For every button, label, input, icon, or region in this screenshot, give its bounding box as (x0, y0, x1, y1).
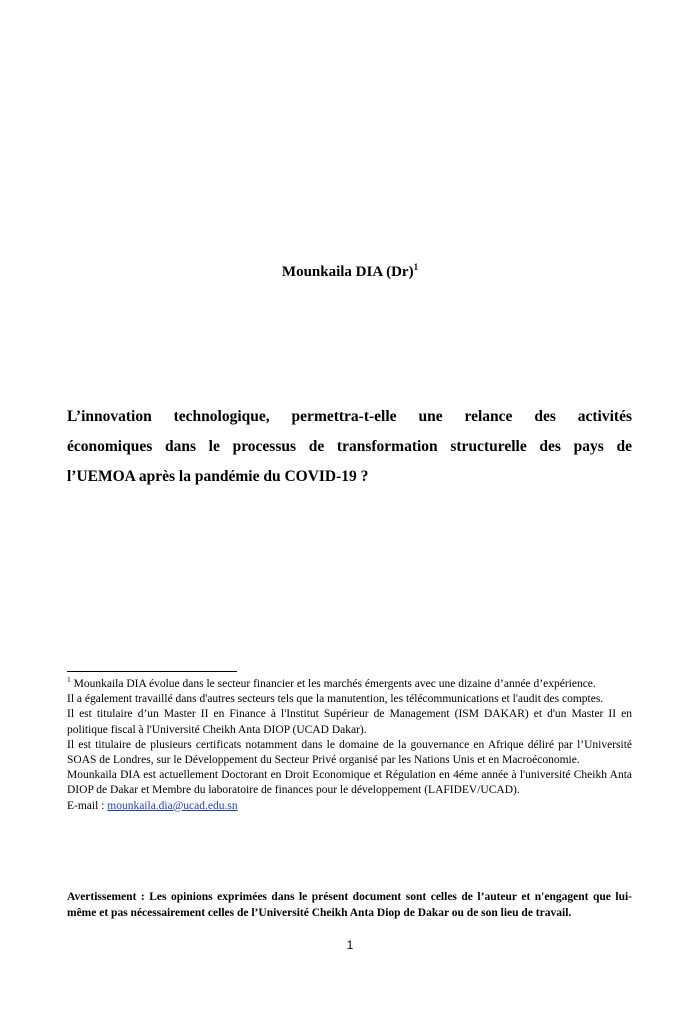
footnote (67, 677, 632, 814)
title-line-1: L’innovation technologique, permettra-t-elle une relance des activités (67, 408, 632, 425)
footnote-marker: 1 (67, 675, 71, 685)
footnote-email-line (67, 799, 632, 814)
title-line-3: l’UEMOA après la pandémie du COVID-19 ? (67, 468, 369, 485)
email-label: E-mail : (67, 799, 108, 812)
author-footnote-ref[interactable]: 1 (413, 262, 419, 272)
title-line-2: économiques dans le processus de transformation structurelle des pays de (67, 438, 632, 455)
footnote-separator (67, 671, 237, 672)
author-name-text: Mounkaila DIA (Dr) (281, 264, 414, 280)
disclaimer: Avertissement : Les opinions exprimées dans le présent document sont celles de l’auteur et n'engagent que lui-même et pas nécessairement celles de l’Université Cheikh Anta Diop de Dakar ou de son lieu de travail. (67, 891, 632, 919)
footnote-text-1: Mounkaila DIA évolue dans le secteur financier et les marchés émergents avec une dizaine d’année d’expérience. (70, 678, 596, 690)
document-title (67, 402, 632, 492)
email-link[interactable]: mounkaila.dia@ucad.edu.sn (107, 799, 238, 812)
footnote-paragraph-5: Mounkaila DIA est actuellement Doctorant en Droit Economique et Régulation en 4éme année à l'université Cheikh Anta DIOP de Dakar et Membre du laboratoire de finances pour le développement (LAFIDEV/UCAD). (67, 769, 632, 797)
footnote-paragraph-2: Il a également travaillé dans d'autres secteurs tels que la manutention, les télécommunications et l'audit des comptes. (67, 693, 604, 706)
author-name (0, 262, 700, 282)
footnote-paragraph-1 (67, 677, 632, 692)
page-number: 1 (346, 938, 354, 952)
footnote-paragraph-3: Il est titulaire d’un Master II en Finance à l'Institut Supérieur de Management (ISM DAKAR) et d'un Master II en politique fiscal à l'Université Cheikh Anta DIOP (UCAD Dakar). (67, 708, 632, 736)
footnote-paragraph-4: Il est titulaire de plusieurs certificats notamment dans le domaine de la gouvernance en Afrique déliré par l’Université SOAS de Londres, sur le Développement du Secteur Privé organisé par les Nations Unis et en Macroéconomie. (67, 738, 632, 767)
